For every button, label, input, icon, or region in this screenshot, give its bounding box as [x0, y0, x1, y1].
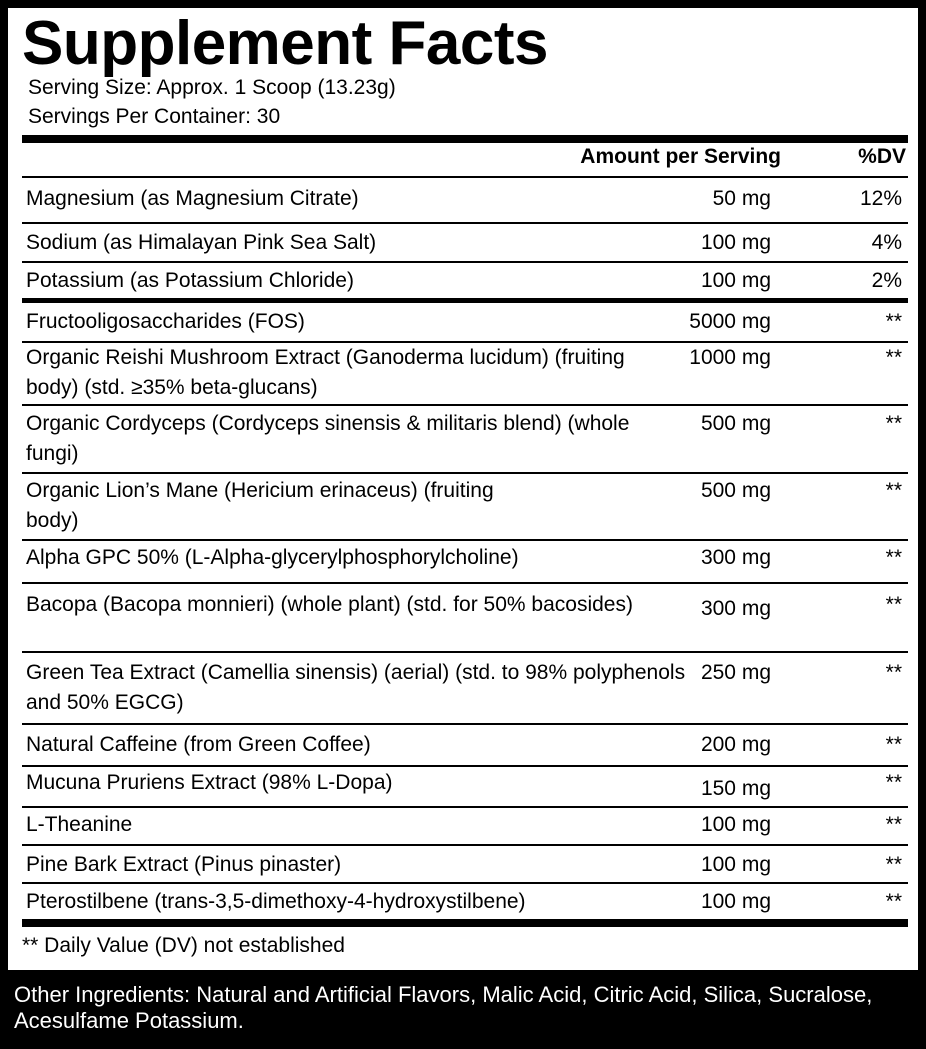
- nutrient-dv: 2%: [871, 269, 902, 292]
- ingredient-name: Pterostilbene (trans-3,5-dimethoxy-4-hydroxystilbene): [26, 890, 526, 913]
- ingredient-name: Mucuna Pruriens Extract (98% L-Dopa): [26, 771, 393, 794]
- ingredient-dv: **: [885, 733, 902, 756]
- ingredient-name: Pine Bark Extract (Pinus pinaster): [26, 853, 342, 876]
- divider: [22, 582, 908, 584]
- divider: [22, 539, 908, 541]
- divider-thick: [22, 298, 908, 303]
- divider: [22, 404, 908, 406]
- ingredient-name: Fructooligosaccharides (FOS): [26, 310, 305, 333]
- nutrient-dv: 4%: [871, 231, 902, 254]
- serving-size: Serving Size: Approx. 1 Scoop (13.23g): [28, 76, 396, 99]
- ingredient-amount: 500 mg: [700, 412, 771, 435]
- ingredient-name: Organic Cordyceps (Cordyceps sinensis & militaris blend) (whole fungi): [26, 412, 630, 465]
- divider: [22, 261, 908, 263]
- nutrient-name: Potassium (as Potassium Chloride): [26, 269, 354, 292]
- ingredient-amount: 100 mg: [700, 853, 771, 876]
- divider-thick: [22, 135, 908, 143]
- divider: [22, 176, 908, 178]
- ingredient-amount: 300 mg: [700, 546, 771, 569]
- ingredient-name: Organic Lion’s Mane (Hericium erinaceus) (fruiting body): [26, 479, 494, 532]
- nutrient-amount: 100 mg: [700, 269, 771, 292]
- ingredient-dv: **: [885, 813, 902, 836]
- ingredient-dv: **: [885, 593, 902, 616]
- ingredient-dv: **: [885, 890, 902, 913]
- divider: [22, 882, 908, 884]
- ingredient-amount: 100 mg: [700, 813, 771, 836]
- nutrient-amount: 100 mg: [700, 231, 771, 254]
- panel-title: Supplement Facts: [22, 9, 548, 78]
- divider: [22, 472, 908, 474]
- divider: [22, 765, 908, 767]
- ingredient-dv: **: [885, 310, 902, 333]
- ingredient-amount: 200 mg: [700, 733, 771, 756]
- amount-header: Amount per Serving: [580, 145, 781, 168]
- ingredient-name: Alpha GPC 50% (L-Alpha-glycerylphosphorylcholine): [26, 546, 519, 569]
- ingredient-name: Natural Caffeine (from Green Coffee): [26, 733, 371, 756]
- nutrient-dv: 12%: [859, 187, 902, 210]
- nutrient-name: Magnesium (as Magnesium Citrate): [26, 187, 359, 210]
- ingredient-name: Organic Reishi Mushroom Extract (Ganoderma lucidum) (fruiting body) (std. ≥35% beta-glucans): [26, 346, 625, 399]
- ingredient-amount: 300 mg: [700, 597, 771, 620]
- dv-header: %DV: [858, 145, 906, 168]
- ingredient-dv: **: [885, 771, 902, 794]
- ingredient-amount: 5000 mg: [689, 310, 771, 333]
- nutrient-name: Sodium (as Himalayan Pink Sea Salt): [26, 231, 377, 254]
- servings-per-container: Servings Per Container: 30: [28, 105, 281, 128]
- divider: [22, 651, 908, 653]
- ingredient-dv: **: [885, 853, 902, 876]
- divider: [22, 222, 908, 224]
- ingredient-dv: **: [885, 546, 902, 569]
- ingredient-amount: 250 mg: [700, 661, 771, 684]
- nutrient-amount: 50 mg: [712, 187, 771, 210]
- ingredient-dv: **: [885, 479, 902, 502]
- divider: [22, 806, 908, 808]
- ingredient-name: Bacopa (Bacopa monnieri) (whole plant) (std. for 50% bacosides): [26, 593, 633, 616]
- ingredient-name: Green Tea Extract (Camellia sinensis) (aerial) (std. to 98% polyphenols and 50% EGCG): [26, 661, 686, 714]
- ingredient-dv: **: [885, 412, 902, 435]
- ingredient-amount: 150 mg: [700, 777, 771, 800]
- ingredient-amount: 100 mg: [700, 890, 771, 913]
- ingredient-dv: **: [885, 661, 902, 684]
- dv-footnote: ** Daily Value (DV) not established: [22, 934, 345, 957]
- divider-thick: [22, 919, 908, 927]
- other-ingredients: Other Ingredients: Natural and Artificial Flavors, Malic Acid, Citric Acid, Silica, Sucralose, Acesulfame Potassium.: [14, 982, 873, 1033]
- ingredient-amount: 1000 mg: [689, 346, 771, 369]
- ingredient-amount: 500 mg: [700, 479, 771, 502]
- divider: [22, 723, 908, 725]
- supplement-facts-panel: [8, 8, 918, 970]
- divider: [22, 844, 908, 846]
- ingredient-name: L-Theanine: [26, 813, 133, 836]
- ingredient-dv: **: [885, 346, 902, 369]
